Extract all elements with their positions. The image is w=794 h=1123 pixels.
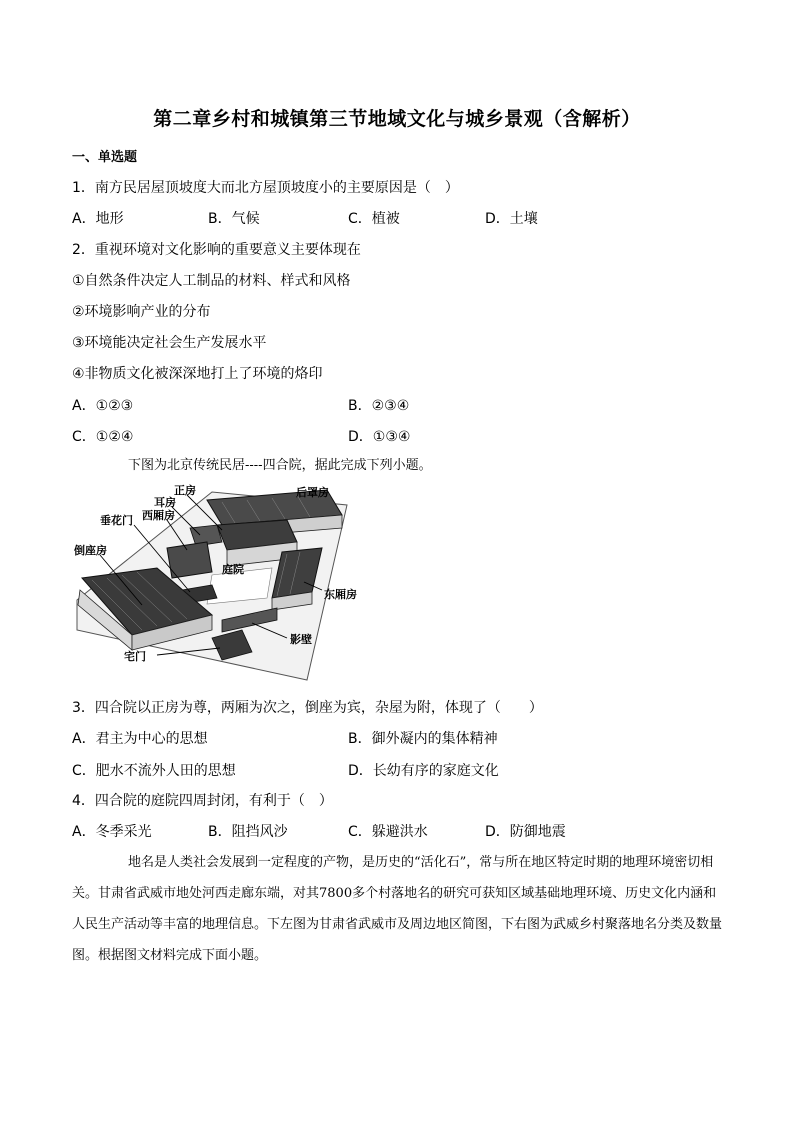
section-heading: 一、单选题: [72, 150, 138, 165]
label-xixiangfang: 西厢房: [142, 509, 175, 522]
label-zhengfang: 正房: [174, 484, 196, 497]
siheyuan-figure: [72, 480, 372, 690]
label-yingbi: 影壁: [290, 633, 312, 646]
q2-option-a: A．①②③: [72, 398, 134, 414]
q3-option-a: A．君主为中心的思想: [72, 731, 208, 747]
q3-option-d: D．长幼有序的家庭文化: [348, 763, 499, 779]
q4-option-b: B．阻挡风沙: [208, 824, 288, 840]
q3-option-b: B．御外凝内的集体精神: [348, 731, 498, 747]
label-tingyuan: 庭院: [222, 563, 244, 576]
label-erfang: 耳房: [154, 496, 176, 509]
label-houzhaofang: 后罩房: [296, 486, 329, 499]
question-4-stem: 4．四合院的庭院四周封闭，有利于（ ）: [72, 793, 333, 809]
q3-option-c: C．肥水不流外人田的思想: [72, 763, 236, 779]
q2-item-1: ①自然条件决定人工制品的材料、样式和风格: [72, 273, 351, 289]
q4-option-d: D．防御地震: [485, 824, 566, 840]
material-intro-siheyuan: 下图为北京传统民居----四合院，据此完成下列小题。: [128, 458, 432, 473]
q2-option-c: C．①②④: [72, 429, 134, 445]
q2-option-b: B．②③④: [348, 398, 410, 414]
label-zhaimen: 宅门: [124, 650, 146, 663]
q4-option-a: A．冬季采光: [72, 824, 152, 840]
q2-option-d: D．①③④: [348, 429, 411, 445]
label-dongxiangfang: 东厢房: [324, 588, 357, 601]
q2-item-2: ②环境影响产业的分布: [72, 304, 211, 320]
material-intro-wuwei: 地名是人类社会发展到一定程度的产物，是历史的“活化石”，常与所在地区特定时期的地理环境密切相关。甘肃省武威市地处河西走廊东端，对其7800多个村落地名的研究可获知区域基础地理环境、历史文化内涵和人民生产活动等丰富的地理信息。下左图为甘肃省武威市及周边地区简图，下右图为武威乡村聚落地名分类及数量图。根据图文材料完成下面小题。: [72, 855, 723, 963]
question-3-stem: 3．四合院以正房为尊，两厢为次之，倒座为宾，杂屋为附，体现了（ ）: [72, 700, 543, 716]
label-chuihuamen: 垂花门: [100, 514, 133, 527]
q1-option-b: B．气候: [208, 211, 260, 227]
q1-option-d: D．土壤: [485, 211, 538, 227]
q1-option-c: C．植被: [348, 211, 400, 227]
question-2-stem: 2．重视环境对文化影响的重要意义主要体现在: [72, 242, 361, 258]
q2-item-3: ③环境能决定社会生产发展水平: [72, 335, 267, 351]
q2-item-4: ④非物质文化被深深地打上了环境的烙印: [72, 366, 323, 382]
q4-option-c: C．躲避洪水: [348, 824, 428, 840]
question-1-stem: 1．南方民居屋顶坡度大而北方屋顶坡度小的主要原因是（ ）: [72, 180, 459, 196]
q1-option-a: A．地形: [72, 211, 124, 227]
label-daozuofang: 倒座房: [74, 544, 107, 557]
page-title: 第二章乡村和城镇第三节地域文化与城乡景观（含解析）: [153, 108, 641, 130]
